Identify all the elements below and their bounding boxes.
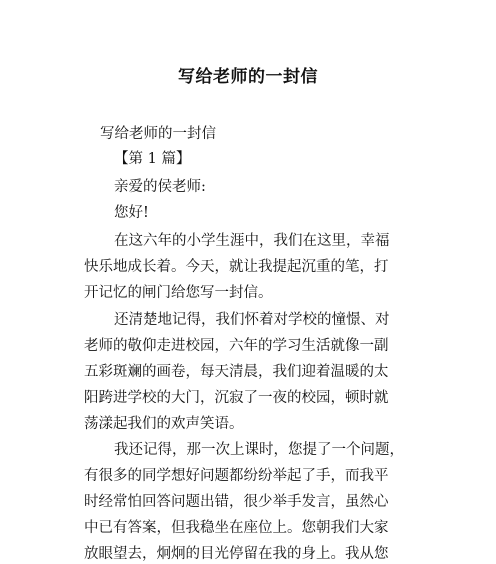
salutation-line: 您好!	[114, 205, 149, 221]
paragraph-line: 在这六年的小学生涯中，我们在这里，幸福	[114, 233, 390, 249]
section-marker: 【第 1 篇】	[114, 151, 191, 167]
paragraph-line: 中已有答案，但我稳坐在座位上。您朝我们大家	[84, 520, 389, 536]
document-subtitle: 写给老师的一封信	[100, 126, 216, 142]
paragraph-line: 快乐地成长着。今天，就让我提起沉重的笔，打	[84, 259, 389, 275]
paragraph-line: 开记忆的闸门给您写一封信。	[84, 285, 273, 301]
paragraph-line: 阳跨进学校的大门，沉寂了一夜的校园，顿时就	[84, 390, 389, 406]
paragraph-line: 有很多的同学想好问题都纷纷举起了手，而我平	[84, 468, 389, 484]
greeting-line: 亲爱的侯老师:	[114, 179, 206, 195]
paragraph-line: 放眼望去，炯炯的目光停留在我的身上。我从您	[84, 546, 389, 562]
paragraph-line: 荡漾起我们的欢声笑语。	[84, 416, 244, 432]
paragraph-line: 还清楚地记得，我们怀着对学校的憧憬、对	[114, 312, 390, 328]
paragraph-line: 时经常怕回答问题出错，很少举手发言，虽然心	[84, 494, 389, 510]
document-title: 写给老师的一封信	[178, 67, 318, 87]
paragraph-line: 老师的敬仰走进校园，六年的学习生活就像一副	[84, 338, 389, 354]
paragraph-line: 我还记得，那一次上课时，您提了一个问题，	[114, 442, 404, 458]
paragraph-line: 五彩斑斓的画卷，每天清晨，我们迎着温暖的太	[84, 364, 389, 380]
